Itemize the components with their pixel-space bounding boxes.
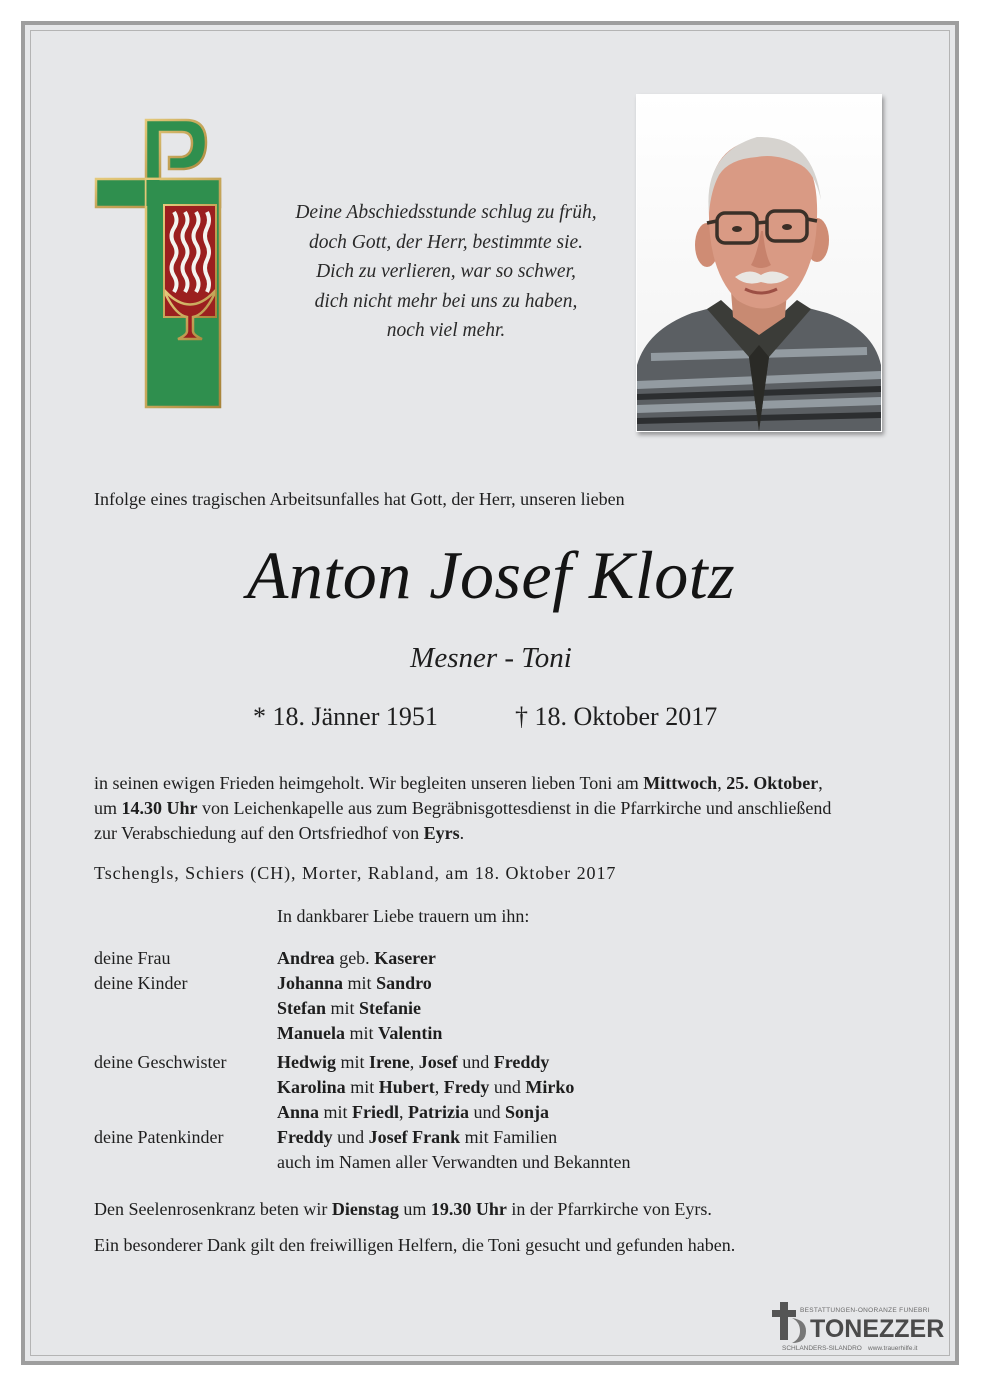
name: Sonja	[505, 1102, 550, 1122]
poem	[262, 198, 630, 346]
text: und	[332, 1127, 369, 1147]
logo-name: TONEZZER	[810, 1315, 945, 1343]
name: Manuela	[277, 1023, 346, 1043]
funeral-line	[94, 771, 894, 796]
text: Den Seelenrosenkranz beten wir	[94, 1199, 332, 1219]
place-date: Tschengls, Schiers (CH), Morter, Rabland, am 18. Oktober 2017	[94, 863, 617, 883]
funeral-line	[94, 796, 894, 821]
text: ,	[399, 1102, 409, 1122]
poem-line: dich nicht mehr bei uns zu haben,	[314, 290, 578, 312]
portrait-photo	[636, 94, 882, 432]
name: Hedwig	[277, 1052, 337, 1072]
thanks-text: Ein besonderer Dank gilt den freiwilligen Helfern, die Toni gesucht und gefunden haben.	[94, 1235, 736, 1255]
poem-line: Dich zu verlieren, war so schwer,	[316, 261, 576, 282]
deceased-name: Anton Josef Klotz	[246, 537, 736, 613]
text: mit	[343, 973, 377, 993]
text: in der Pfarrkirche von Eyrs.	[506, 1199, 712, 1219]
text: um	[94, 798, 122, 818]
text: ,	[818, 773, 823, 793]
name: Andrea	[277, 948, 335, 968]
name: Hubert	[378, 1077, 435, 1097]
name: Friedl	[352, 1102, 400, 1122]
christian-symbol-icon	[94, 117, 224, 412]
text: um	[398, 1199, 431, 1219]
poem-line: doch Gott, der Herr, bestimmte sie.	[308, 231, 584, 253]
text: zur Verabschiedung auf den Ortsfriedhof von	[94, 823, 424, 843]
nickname: Mesner - Toni	[410, 642, 572, 674]
rosary-time: 19.30 Uhr	[430, 1199, 507, 1219]
name: Valentin	[378, 1023, 443, 1043]
death-date: † 18. Oktober 2017	[515, 702, 718, 731]
mourning-heading: In dankbarer Liebe trauern um ihn:	[277, 906, 530, 926]
birth-date: * 18. Jänner 1951	[253, 702, 438, 731]
also-on-behalf: auch im Namen aller Verwandten und Bekannten	[277, 1152, 631, 1172]
text: in seinen ewigen Frieden heimgeholt. Wir begleiten unseren lieben Toni am	[94, 773, 644, 793]
relative-names	[277, 971, 432, 996]
logo-url: www.trauerhilfe.it	[868, 1345, 918, 1352]
text: von Leichenkapelle aus zum Begräbnisgottesdienst in die Pfarrkirche und anschließend	[197, 798, 832, 818]
cemetery-place: Eyrs	[423, 823, 460, 843]
funeral-time: 14.30 Uhr	[121, 798, 198, 818]
text: ,	[409, 1052, 419, 1072]
poem-line: Deine Abschiedsstunde schlug zu früh,	[295, 202, 597, 223]
text: ,	[434, 1077, 444, 1097]
funeral-line	[94, 821, 894, 846]
name: Fredy	[443, 1077, 490, 1097]
text: und	[457, 1052, 494, 1072]
funeral-home-logo	[770, 1300, 945, 1360]
text: mit Familien	[460, 1127, 558, 1147]
name: Sandro	[376, 973, 432, 993]
relative-names	[277, 1075, 574, 1100]
funeral-day: Mittwoch	[643, 773, 718, 793]
relative-names	[277, 1050, 549, 1075]
name: Stefanie	[359, 998, 422, 1018]
text: mit	[336, 1052, 370, 1072]
text: mit	[326, 998, 360, 1018]
name: Kaserer	[374, 948, 436, 968]
name: Freddy	[493, 1052, 550, 1072]
text: und	[489, 1077, 526, 1097]
text: mit	[345, 1023, 379, 1043]
text: und	[469, 1102, 506, 1122]
relative-label: deine Geschwister	[94, 1052, 227, 1072]
funeral-date: 25. Oktober	[726, 773, 819, 793]
name: Josef Frank	[368, 1127, 461, 1147]
relative-label: deine Kinder	[94, 973, 188, 993]
logo-bottom-text: SCHLANDERS-SILANDRO	[782, 1345, 862, 1352]
relative-label: deine Frau	[94, 948, 171, 968]
rosary-day: Dienstag	[331, 1199, 399, 1219]
rosary-info	[94, 1199, 712, 1220]
text: ,	[717, 773, 727, 793]
name: Stefan	[277, 998, 326, 1018]
text: mit	[319, 1102, 353, 1122]
name: Irene	[369, 1052, 410, 1072]
text: mit	[345, 1077, 379, 1097]
name: Patrizia	[408, 1102, 470, 1122]
text: .	[459, 823, 465, 843]
relative-names	[277, 946, 436, 971]
logo-top-text: BESTATTUNGEN-ONORANZE FUNEBRI	[800, 1307, 930, 1314]
relative-names	[277, 1021, 442, 1046]
text: geb.	[334, 948, 375, 968]
relative-names	[277, 996, 421, 1021]
funeral-details	[94, 771, 894, 846]
name: Mirko	[525, 1077, 575, 1097]
intro-text: Infolge eines tragischen Arbeitsunfalles hat Gott, der Herr, unseren lieben	[94, 489, 625, 509]
relative-names	[277, 1125, 557, 1150]
poem-line: noch viel mehr.	[386, 320, 506, 341]
name: Anna	[277, 1102, 320, 1122]
name: Josef	[418, 1052, 458, 1072]
name: Karolina	[277, 1077, 346, 1097]
name: Freddy	[277, 1127, 333, 1147]
relative-names	[277, 1100, 549, 1125]
relative-label: deine Patenkinder	[94, 1127, 224, 1147]
name: Johanna	[277, 973, 344, 993]
